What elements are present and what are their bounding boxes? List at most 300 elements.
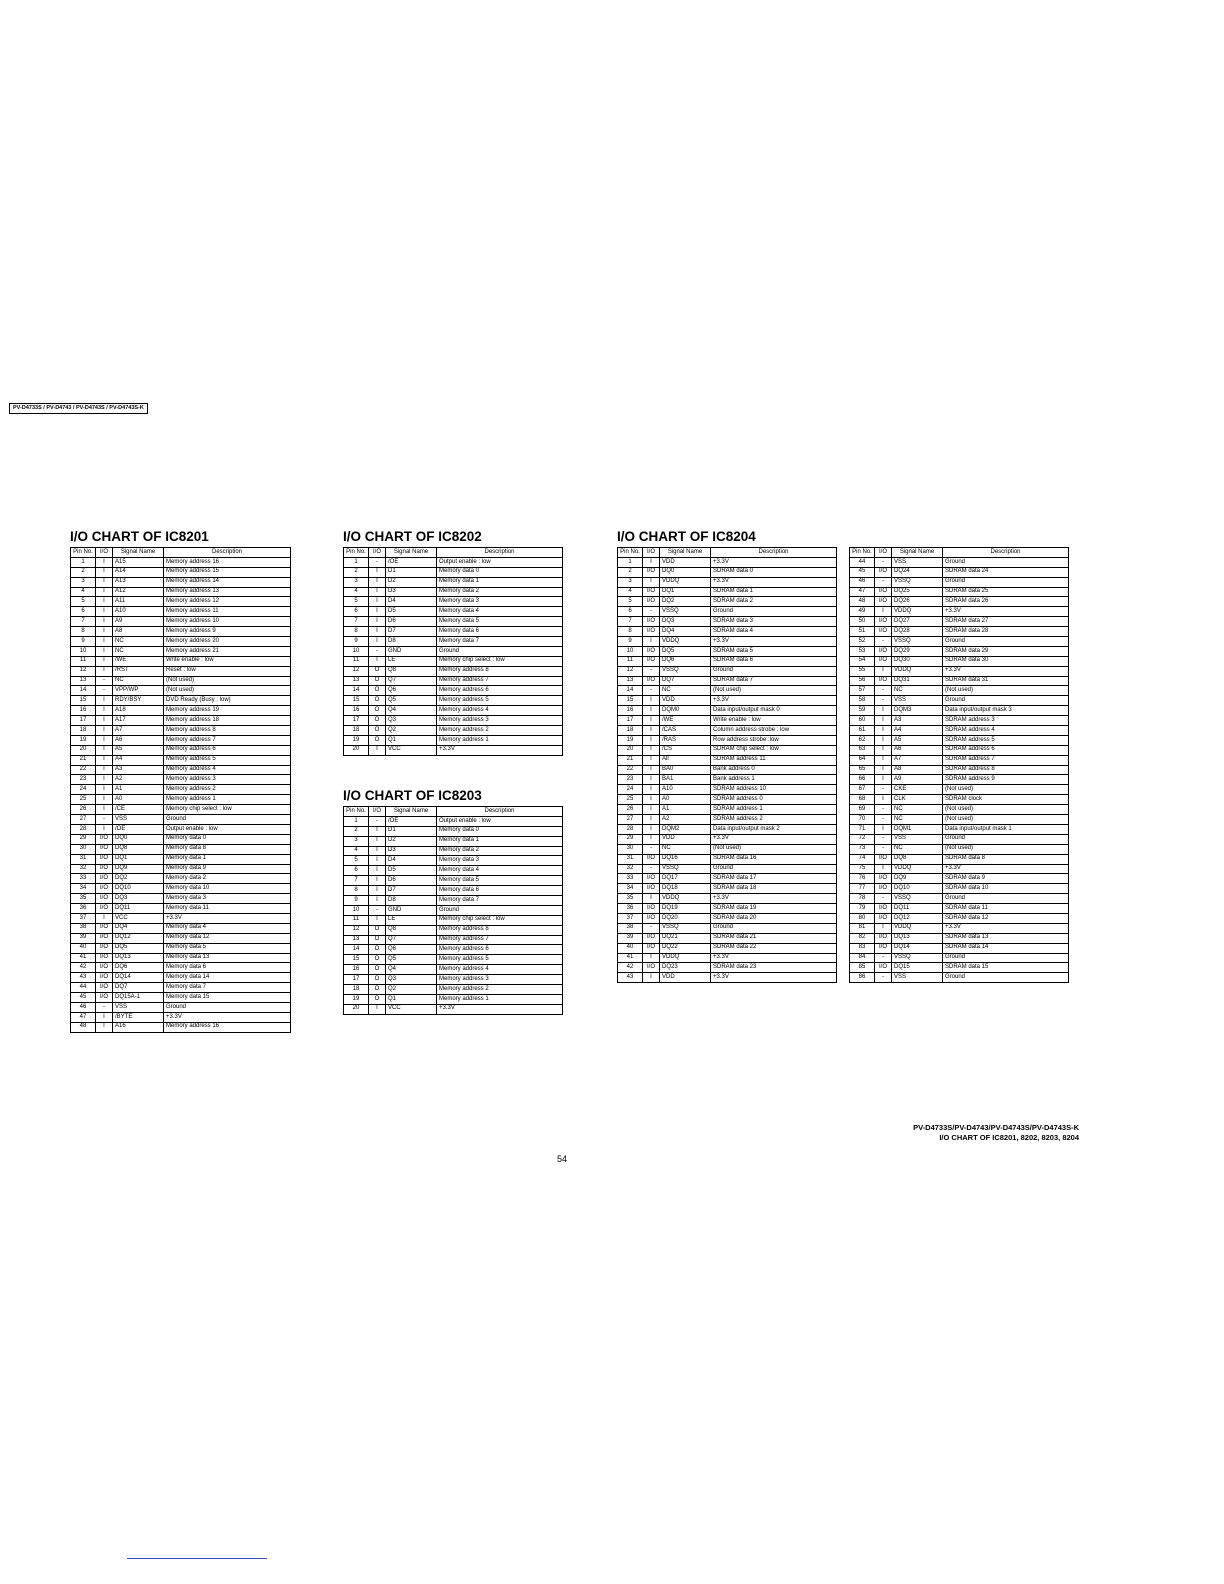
io-cell: I [369,826,386,836]
signal-cell: D5 [386,866,437,876]
description-cell: Memory data 15 [164,993,291,1003]
signal-cell: DQ5 [113,943,164,953]
pin-cell: 53 [850,646,875,656]
table-row [71,745,291,755]
io-cell: I [96,587,113,597]
io-cell: I/O [96,953,113,963]
col-desc-header: Description [437,548,563,558]
io-cell: I [643,706,660,716]
io-cell: I [369,577,386,587]
signal-cell: BA0 [660,765,711,775]
pin-cell: 78 [850,894,875,904]
pin-cell: 82 [850,933,875,943]
pin-cell: 4 [344,846,369,856]
io-cell: I/O [875,943,892,953]
table-row [850,913,1069,923]
io-cell: I [369,886,386,896]
description-cell: Memory chip select : low [437,915,563,925]
signal-cell: DQ21 [660,933,711,943]
description-cell: SDRAM data 24 [943,567,1069,577]
table-row [618,864,837,874]
signal-cell: D1 [386,826,437,836]
description-cell: SDRAM data 1 [711,587,837,597]
pin-cell: 25 [618,795,643,805]
description-cell: +3.3V [711,973,837,983]
description-cell: SDRAM data 28 [943,627,1069,637]
description-cell: SDRAM data 8 [943,854,1069,864]
table-row [850,765,1069,775]
signal-cell: VSS [892,973,943,983]
io-cell: I [96,913,113,923]
signal-cell: /CE [113,805,164,815]
table-row [344,935,563,945]
pin-cell: 75 [850,864,875,874]
table-row [618,637,837,647]
col-signal-header: Signal Name [113,548,164,558]
table-row [71,874,291,884]
io-cell: O [369,985,386,995]
description-cell: Row address strobe :low [711,735,837,745]
description-cell: Memory address 8 [437,666,563,676]
bottom-link-line[interactable] [127,1558,267,1559]
signal-cell: NC [660,686,711,696]
pin-cell: 43 [71,973,96,983]
description-cell: Memory address 3 [437,975,563,985]
signal-cell: DQ29 [892,646,943,656]
signal-cell: A3 [892,716,943,726]
io-cell: O [369,706,386,716]
table-row [71,884,291,894]
io-cell: - [643,686,660,696]
pin-cell: 16 [618,706,643,716]
io-cell: I/O [875,874,892,884]
signal-cell: NC [660,844,711,854]
signal-cell: A16 [113,1022,164,1032]
pin-cell: 32 [618,864,643,874]
table-row [71,627,291,637]
io-cell: I [643,815,660,825]
col-io-header: I/O [369,548,386,558]
signal-cell: A2 [660,815,711,825]
signal-cell: /OE [386,557,437,567]
table-row [71,844,291,854]
pin-cell: 30 [618,844,643,854]
signal-cell: D3 [386,846,437,856]
description-cell: Memory data 5 [164,943,291,953]
description-cell: SDRAM address 5 [943,735,1069,745]
signal-cell: VSSQ [892,894,943,904]
io-cell: I [96,637,113,647]
table-row [71,577,291,587]
signal-cell: A8 [113,627,164,637]
table-row [71,567,291,577]
description-cell: Memory address 18 [164,716,291,726]
table-row [71,963,291,973]
table-row [850,666,1069,676]
col-desc-header: Description [437,807,563,817]
description-cell: Ground [164,815,291,825]
description-cell: (Not used) [943,815,1069,825]
io-cell: I [643,834,660,844]
table-row [850,637,1069,647]
io-cell: - [96,1002,113,1012]
table-row [850,745,1069,755]
table-row [850,943,1069,953]
io-cell: I [875,666,892,676]
io-cell: I [369,846,386,856]
signal-cell: DQ9 [113,864,164,874]
table-row [850,795,1069,805]
pin-cell: 56 [850,676,875,686]
signal-cell: DQ31 [892,676,943,686]
description-cell: +3.3V [164,913,291,923]
io-cell: I [96,716,113,726]
signal-cell: VSSQ [660,864,711,874]
signal-cell: /RAS [660,735,711,745]
signal-cell: A14 [113,567,164,577]
description-cell: Memory data 10 [164,884,291,894]
pin-cell: 4 [618,587,643,597]
pin-cell: 24 [71,785,96,795]
table-row [71,894,291,904]
table-row [71,904,291,914]
pin-cell: 72 [850,834,875,844]
io-cell: O [369,716,386,726]
pin-cell: 57 [850,686,875,696]
table-row [71,815,291,825]
io-cell: I [96,607,113,617]
table-row [344,637,563,647]
io-cell: I/O [875,617,892,627]
table-row [618,884,837,894]
pin-cell: 73 [850,844,875,854]
description-cell: Memory address 3 [164,775,291,785]
table-row [618,904,837,914]
io-cell: I [96,706,113,716]
signal-cell: DQ11 [892,904,943,914]
signal-cell: A3 [113,765,164,775]
description-cell: +3.3V [943,607,1069,617]
pin-cell: 30 [71,844,96,854]
signal-cell: A17 [113,716,164,726]
table-row [71,637,291,647]
description-cell: Memory data 11 [164,904,291,914]
io-cell: I [369,915,386,925]
pin-cell: 12 [618,666,643,676]
io-cell: I [875,706,892,716]
pin-cell: 86 [850,973,875,983]
description-cell: Memory data 13 [164,953,291,963]
io-cell: I/O [875,884,892,894]
description-cell: Memory data 2 [437,587,563,597]
io-cell: I [643,953,660,963]
ic8204-table-left [617,547,837,983]
description-cell: SDRAM address 11 [711,755,837,765]
description-cell: SDRAM data 0 [711,567,837,577]
col-signal-header: Signal Name [386,548,437,558]
table-row [850,884,1069,894]
pin-cell: 32 [71,864,96,874]
description-cell: Memory data 1 [437,577,563,587]
table-row [344,696,563,706]
description-cell: SDRAM data 16 [711,854,837,864]
pin-cell: 18 [344,726,369,736]
col-io-header: I/O [875,548,892,558]
pin-cell: 43 [618,973,643,983]
table-row [344,985,563,995]
table-row [850,785,1069,795]
description-cell: Ground [943,557,1069,567]
io-cell: I [96,805,113,815]
io-cell: I [96,557,113,567]
description-cell: Memory address 4 [164,765,291,775]
io-cell: - [643,844,660,854]
table-row [71,1002,291,1012]
pin-cell: 9 [344,896,369,906]
ic8204-table-right [849,547,1069,983]
signal-cell: D3 [386,587,437,597]
pin-cell: 36 [618,904,643,914]
table-row [618,824,837,834]
pin-cell: 33 [71,874,96,884]
pin-cell: 61 [850,726,875,736]
description-cell: Memory data 5 [437,617,563,627]
description-cell: +3.3V [711,557,837,567]
description-cell: Memory data 7 [437,896,563,906]
signal-cell: A6 [113,735,164,745]
io-cell: I/O [875,646,892,656]
signal-cell: A5 [892,735,943,745]
signal-cell: A1 [660,805,711,815]
pin-cell: 11 [344,915,369,925]
description-cell: Memory data 3 [437,856,563,866]
description-cell: Memory data 2 [164,874,291,884]
io-cell: I [875,726,892,736]
description-cell: Memory chip select : low [164,805,291,815]
pin-cell: 42 [71,963,96,973]
signal-cell: A4 [113,755,164,765]
pin-cell: 7 [344,617,369,627]
description-cell: +3.3V [711,834,837,844]
signal-cell: DQ14 [113,973,164,983]
col-pin-header: Pin No. [344,548,369,558]
signal-cell: D6 [386,617,437,627]
table-row [344,905,563,915]
io-cell: I [369,1004,386,1014]
table-row [850,696,1069,706]
table-row [850,646,1069,656]
description-cell: +3.3V [943,864,1069,874]
io-cell: I/O [875,854,892,864]
description-cell: Memory address 1 [164,795,291,805]
pin-cell: 48 [850,597,875,607]
description-cell: SDRAM data 14 [943,943,1069,953]
table-row [850,923,1069,933]
description-cell: Output enable : low [164,824,291,834]
description-cell: Memory address 16 [164,1022,291,1032]
table-row [344,567,563,577]
table-row [71,666,291,676]
signal-cell: GND [386,646,437,656]
table-row [344,627,563,637]
table-row [71,706,291,716]
description-cell: Memory address 7 [437,935,563,945]
description-cell: SDRAM data 11 [943,904,1069,914]
pin-cell: 13 [618,676,643,686]
io-cell: I [369,836,386,846]
description-cell: SDRAM data 13 [943,933,1069,943]
pin-cell: 12 [71,666,96,676]
pin-cell: 40 [618,943,643,953]
table-row [71,854,291,864]
description-cell: SDRAM data 9 [943,874,1069,884]
pin-cell: 22 [71,765,96,775]
table-row [850,686,1069,696]
pin-cell: 37 [71,913,96,923]
description-cell: Memory address 7 [164,735,291,745]
pin-cell: 8 [71,627,96,637]
footer-model-line: PV-D4733S/PV-D4743/PV-D4743S/PV-D4743S-K [913,1123,1079,1132]
signal-cell: A5 [113,745,164,755]
pin-cell: 47 [71,1012,96,1022]
pin-cell: 8 [344,627,369,637]
signal-cell: DQ16 [660,854,711,864]
table-row [850,656,1069,666]
io-cell: I/O [643,567,660,577]
pin-cell: 58 [850,696,875,706]
pin-cell: 34 [71,884,96,894]
description-cell: SDRAM data 6 [711,656,837,666]
description-cell: Memory address 5 [437,955,563,965]
io-cell: I/O [643,587,660,597]
io-cell: I/O [875,587,892,597]
table-row [344,646,563,656]
signal-cell: DQ11 [113,904,164,914]
table-row [344,925,563,935]
table-row [344,994,563,1004]
description-cell: Memory address 12 [164,597,291,607]
description-cell: Ground [943,973,1069,983]
pin-cell: 16 [344,965,369,975]
signal-cell: DQ4 [113,923,164,933]
pin-cell: 2 [344,567,369,577]
signal-cell: VSS [892,557,943,567]
io-cell: I/O [96,864,113,874]
io-cell: I [875,755,892,765]
signal-cell: Q5 [386,955,437,965]
pin-cell: 18 [618,726,643,736]
pin-cell: 15 [618,696,643,706]
table-row [850,597,1069,607]
description-cell: Memory data 1 [437,836,563,846]
signal-cell: VDDQ [892,923,943,933]
signal-cell: A4 [892,726,943,736]
io-cell: I/O [643,884,660,894]
signal-cell: DQ1 [113,854,164,864]
table-row [618,726,837,736]
io-cell: I/O [96,923,113,933]
table-row [71,646,291,656]
table-row [71,686,291,696]
table-row [344,666,563,676]
table-row [71,805,291,815]
pin-cell: 3 [344,577,369,587]
io-cell: I/O [643,904,660,914]
pin-cell: 1 [344,816,369,826]
table-row [618,716,837,726]
io-cell: I/O [643,963,660,973]
io-cell: I [875,864,892,874]
description-cell: Bank address 1 [711,775,837,785]
pin-cell: 27 [618,815,643,825]
table-row [71,676,291,686]
description-cell: SDRAM clock [943,795,1069,805]
signal-cell: VSS [892,834,943,844]
signal-cell: CLK [892,795,943,805]
signal-cell: DQ10 [892,884,943,894]
signal-cell: Q7 [386,676,437,686]
description-cell: Ground [943,577,1069,587]
signal-cell: VSS [113,815,164,825]
pin-cell: 6 [344,866,369,876]
ic8201-section [70,530,291,1033]
pin-cell: 8 [618,627,643,637]
pin-cell: 5 [344,597,369,607]
table-row [850,805,1069,815]
signal-cell: DQ6 [660,656,711,666]
description-cell: Ground [943,696,1069,706]
table-row [850,587,1069,597]
description-cell: Output enable : low [437,816,563,826]
pin-cell: 17 [344,975,369,985]
pin-cell: 15 [344,696,369,706]
pin-cell: 12 [344,925,369,935]
table-row [850,844,1069,854]
description-cell: SDRAM data 4 [711,627,837,637]
description-cell: SDRAM address 6 [943,745,1069,755]
description-cell: +3.3V [711,637,837,647]
description-cell: SDRAM data 30 [943,656,1069,666]
signal-cell: DQM3 [892,706,943,716]
ic8201-title: I/O CHART OF IC8201 [70,529,209,544]
ic8204-title: I/O CHART OF IC8204 [617,529,756,544]
pin-cell: 13 [344,676,369,686]
pin-cell: 7 [344,876,369,886]
pin-cell: 26 [71,805,96,815]
io-cell: I/O [96,963,113,973]
description-cell: Memory address 11 [164,607,291,617]
table-row [344,597,563,607]
description-cell: Memory data 0 [437,567,563,577]
pin-cell: 41 [618,953,643,963]
io-cell: I [875,795,892,805]
description-cell: Ground [437,646,563,656]
pin-cell: 14 [344,686,369,696]
table-row [850,676,1069,686]
signal-cell: DQ10 [113,884,164,894]
signal-cell: VDDQ [660,894,711,904]
table-row [618,854,837,864]
pin-cell: 31 [618,854,643,864]
signal-cell: DQ2 [660,597,711,607]
signal-cell: DQ15A-1 [113,993,164,1003]
table-row [71,943,291,953]
table-row [618,745,837,755]
pin-cell: 59 [850,706,875,716]
pin-cell: 10 [71,646,96,656]
io-cell: I [875,923,892,933]
table-row [850,854,1069,864]
